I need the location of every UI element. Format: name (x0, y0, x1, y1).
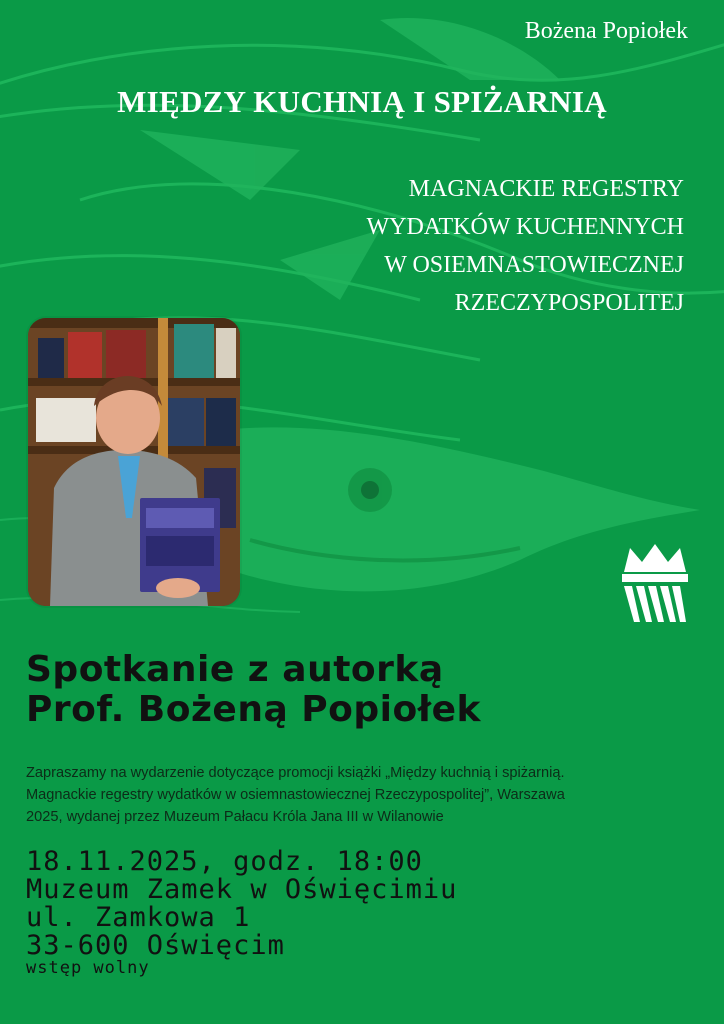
heading-line: Spotkanie z autorką (26, 649, 444, 690)
description-line: Zapraszamy na wydarzenie dotyczące promocji książki „Między kuchnią i spiżarnią. (26, 765, 565, 781)
event-date-time: 18.11.2025, godz. 18:00 (26, 846, 423, 877)
heading-line: Prof. Bożeną Popiołek (26, 689, 481, 730)
subtitle-line: MAGNACKIE REGESTRY (408, 176, 684, 202)
event-description (26, 762, 696, 828)
event-street: ul. Zamkowa 1 (26, 902, 251, 933)
author-photo-image (28, 318, 240, 606)
subtitle-line: W OSIEMNASTOWIECZNEJ (384, 252, 684, 278)
event-city: 33-600 Oświęcim (26, 930, 285, 961)
museum-crown-logo (620, 542, 690, 628)
description-line: Magnackie regestry wydatków w osiemnastowiecznej Rzeczypospolitej”, Warszawa (26, 787, 565, 803)
author-photo (28, 318, 240, 606)
subtitle-line: RZECZYPOSPOLITEJ (454, 290, 684, 316)
author-name: Bożena Popiołek (524, 18, 688, 44)
event-heading (26, 650, 481, 730)
event-venue: Muzeum Zamek w Oświęcimiu (26, 874, 458, 905)
subtitle-line: WYDATKÓW KUCHENNYCH (366, 214, 684, 240)
entry-info: wstęp wolny (26, 958, 150, 978)
event-details (26, 848, 457, 960)
book-subtitle (366, 170, 684, 322)
description-line: 2025, wydanej przez Muzeum Pałacu Króla Jana III w Wilanowie (26, 809, 444, 825)
book-title: MIĘDZY KUCHNIĄ I SPIŻARNIĄ (117, 84, 607, 119)
